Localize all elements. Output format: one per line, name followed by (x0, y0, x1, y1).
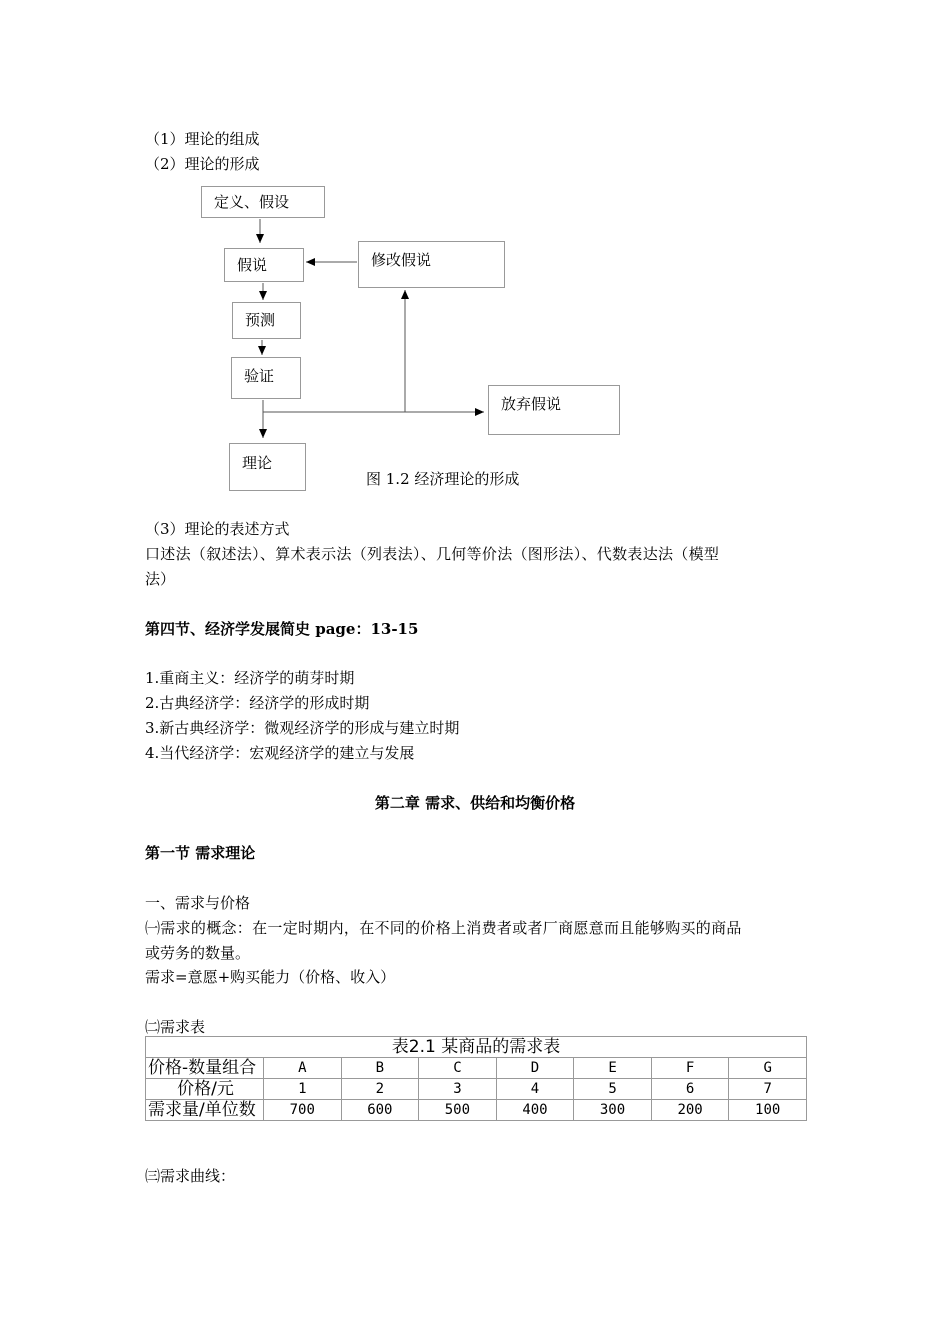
expression-text-line1: 口述法（叙述法）、算术表示法（列表法）、几何等价法（图形法）、代数表达法（模型 (145, 545, 720, 563)
row-label-combo: 价格-数量组合 (146, 1058, 264, 1079)
table-cell: 100 (729, 1100, 807, 1121)
table-cell: B (341, 1058, 419, 1079)
flow-box-modify: 修改假说 (358, 241, 505, 288)
theory-composition-item: （1）理论的组成 (145, 130, 260, 148)
demand-concept-line1: ㈠需求的概念：在一定时期内，在不同的价格上消费者或者厂商愿意而且能够购买的商品 (145, 919, 742, 937)
history-item: 4.当代经济学：宏观经济学的建立与发展 (145, 744, 415, 762)
table-cell: 3 (419, 1079, 497, 1100)
table-row (146, 1079, 807, 1100)
chapter-title: 第二章 需求、供给和均衡价格 (374, 794, 576, 812)
table-cell: 300 (574, 1100, 652, 1121)
flowchart-arrows (0, 0, 950, 520)
table-cell: G (729, 1058, 807, 1079)
table-cell: 2 (341, 1079, 419, 1100)
table-cell: 600 (341, 1100, 419, 1121)
table-cell: 700 (264, 1100, 342, 1121)
table-cell: 200 (651, 1100, 729, 1121)
table-cell: 400 (496, 1100, 574, 1121)
table-caption: 表2.1 某商品的需求表 (146, 1037, 807, 1058)
flow-box-predict: 预测 (232, 302, 301, 339)
table-cell: 6 (651, 1079, 729, 1100)
flow-box-verify: 验证 (231, 357, 301, 399)
demand-table-heading: ㈡需求表 (145, 1018, 206, 1036)
table-row (146, 1058, 807, 1079)
history-item: 2.古典经济学：经济学的形成时期 (145, 694, 370, 712)
row-label-quantity: 需求量/单位数 (146, 1100, 264, 1121)
flow-box-hypothesis: 假说 (224, 248, 304, 282)
table-row (146, 1100, 807, 1121)
section4-heading: 第四节、经济学发展简史 page：13-15 (145, 620, 419, 638)
table-cell: C (419, 1058, 497, 1079)
flow-box-abandon: 放弃假说 (488, 385, 620, 435)
table-cell: 7 (729, 1079, 807, 1100)
demand-concept-line2: 或劳务的数量。 (145, 944, 251, 962)
history-item: 1.重商主义：经济学的萌芽时期 (145, 669, 355, 687)
table-cell: 500 (419, 1100, 497, 1121)
table-cell: 4 (496, 1079, 574, 1100)
flowchart-caption: 图 1.2 经济理论的形成 (366, 470, 520, 488)
theory-formation-item: （2）理论的形成 (145, 155, 260, 173)
subsection-heading: 一、需求与价格 (145, 894, 251, 912)
table-cell: F (651, 1058, 729, 1079)
table-cell: E (574, 1058, 652, 1079)
demand-table (145, 1036, 807, 1121)
demand-curve-heading: ㈢需求曲线： (145, 1167, 236, 1185)
section-title: 第一节 需求理论 (145, 844, 256, 862)
flow-box-theory: 理论 (229, 443, 306, 491)
flow-box-definition: 定义、假设 (201, 186, 325, 218)
table-cell: 1 (264, 1079, 342, 1100)
table-cell: A (264, 1058, 342, 1079)
expression-heading: （3）理论的表述方式 (145, 520, 290, 538)
expression-text-line2: 法） (145, 570, 176, 588)
table-cell: 5 (574, 1079, 652, 1100)
table-cell: D (496, 1058, 574, 1079)
row-label-price: 价格/元 (146, 1079, 264, 1100)
history-item: 3.新古典经济学：微观经济学的形成与建立时期 (145, 719, 460, 737)
demand-formula: 需求=意愿+购买能力（价格、收入） (145, 968, 396, 986)
